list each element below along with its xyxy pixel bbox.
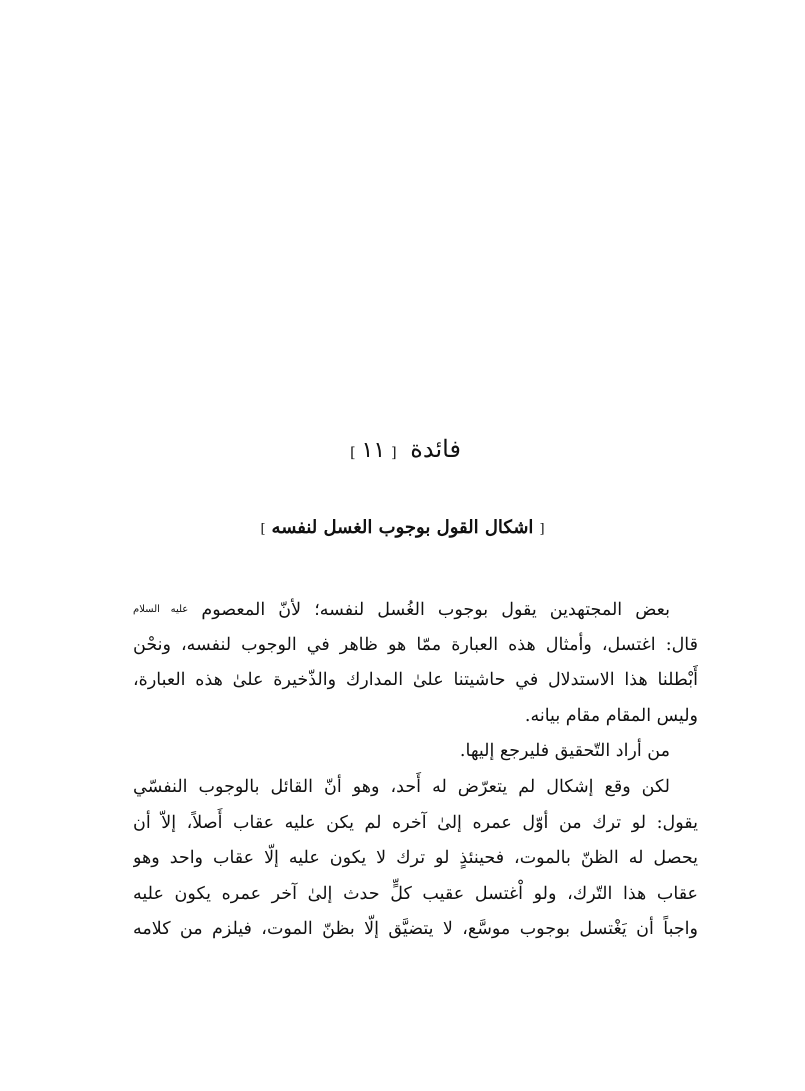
section-number-bracket-open: [ <box>391 445 397 461</box>
section-title-text: فائدة <box>410 435 461 463</box>
paragraph-1-line-2: قال: اغتسل، وأمثال هذه العبارة ممّا هو ظاهر في الوجوب لنفسه، ونحْن <box>133 634 698 655</box>
paragraph-1-line-1 <box>133 592 698 628</box>
paragraph-1-line-4: وليس المقام مقام بيانه. <box>524 705 698 726</box>
paragraph-3-line-1: لكن وقع إشكال لم يتعرّض له أَحد، وهو أنّ القائل بالوجوب النفسّي <box>133 776 670 797</box>
subtitle-text: اشكال القول بوجوب الغسل لنفسه <box>271 517 534 538</box>
section-subtitle <box>0 513 805 545</box>
paragraph-3-line-2: يقول: لو ترك من أوّل عمره إلىٰ آخره لم يكن عليه عقاب أَصلاً، إلاّ أن <box>133 812 698 833</box>
section-title <box>0 432 805 470</box>
paragraph-1-line-3: أَبْطلنا هذا الاستدلال في حاشيتنا علىٰ المدارك والذّخيرة علىٰ هذه العبارة، <box>133 670 698 691</box>
body-text <box>133 592 698 948</box>
paragraph-3-line-5: واجباً أن يَغْتسل بوجوب موسَّع، لا يتضيَّق إلّا بظنّ الموت، فيلزم من كلامه <box>133 919 698 940</box>
paragraph-3-line-3: يحصل له الظنّ بالموت، فحينئذٍ لو ترك لا يكون عليه إلّا عقاب واحد وهو <box>133 848 698 869</box>
paragraph-1-line-1-text: بعض المجتهدين يقول بوجوب الغُسل لنفسه؛ لأنّ المعصوم <box>201 600 670 620</box>
subtitle-bracket-close: ] <box>260 522 266 537</box>
paragraph-2-line-1: من أراد التّحقيق فليرجع إليها. <box>459 741 670 762</box>
paragraph-3-line-4: عقاب هذا التّرك، ولو اْغتسل عقيب كلٍّ حدث إلىٰ آخر عمره يكون عليه <box>133 883 698 904</box>
section-number: ١١ <box>361 438 386 463</box>
honorific-text: عليه السلام <box>133 604 189 615</box>
subtitle-bracket-open: [ <box>539 522 545 537</box>
section-number-bracket-close: ] <box>350 445 356 461</box>
